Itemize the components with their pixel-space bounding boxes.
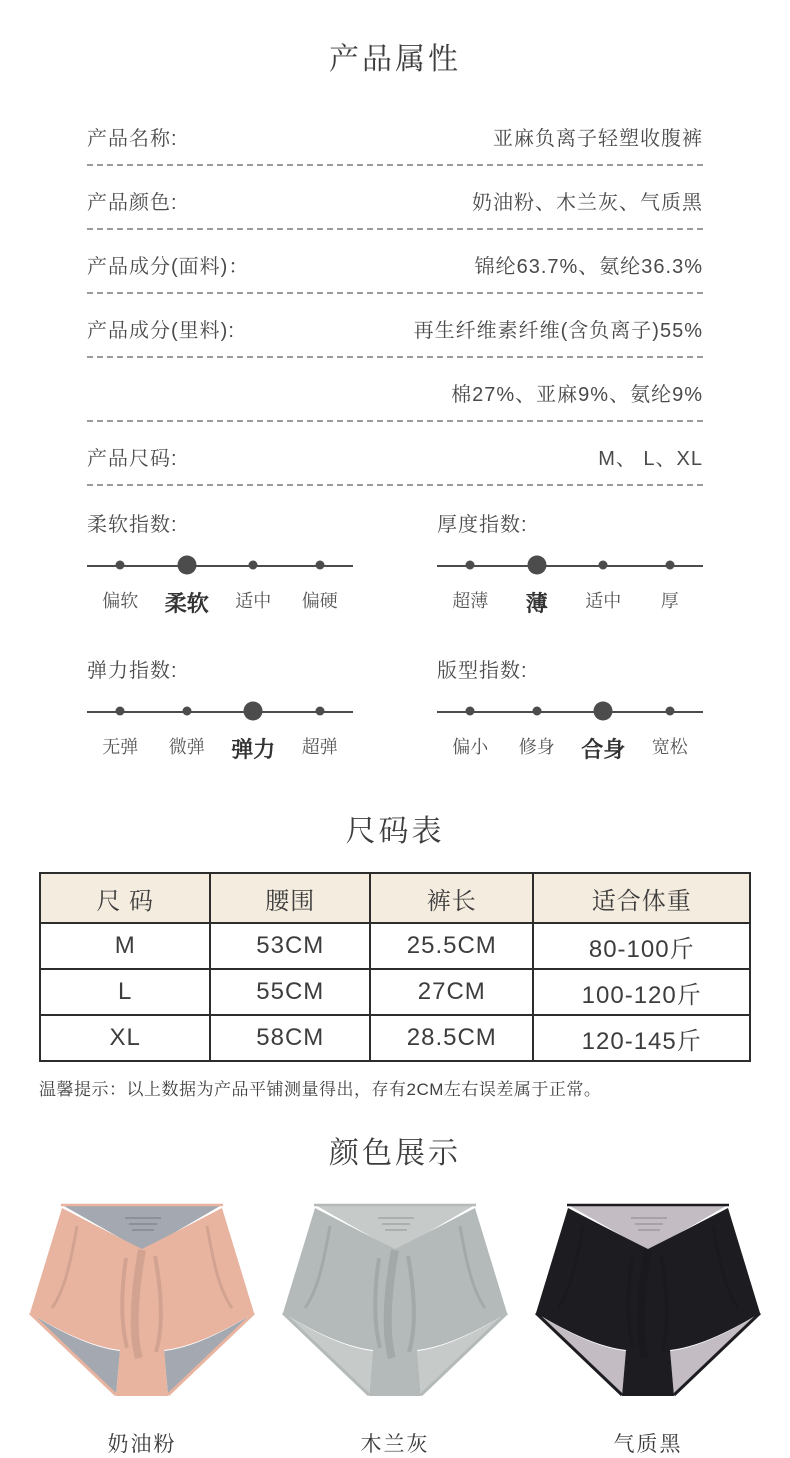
size-table-header-row — [40, 873, 750, 923]
size-table-body — [40, 923, 750, 1061]
index-scale-title: 弹力指数: — [87, 660, 178, 682]
attribute-value: 再生纤维素纤维(含负离子)55% — [413, 320, 703, 342]
scale-dot — [665, 707, 674, 716]
scale-level-label: 适中 — [585, 591, 622, 611]
attribute-row — [87, 166, 703, 230]
color-swatch-row — [0, 1186, 790, 1458]
color-name: 木兰灰 — [360, 1433, 430, 1456]
size-table-cell: M — [40, 923, 210, 969]
scale-dot-selected — [594, 702, 613, 721]
scale-line — [87, 565, 353, 567]
size-chart-title: 尺码表 — [345, 815, 445, 848]
index-scale — [87, 654, 353, 764]
scale-labels — [437, 587, 703, 618]
size-table-cell: 80-100斤 — [533, 923, 750, 969]
scale-dot — [182, 707, 191, 716]
scale-dot — [116, 707, 125, 716]
scale-dot — [466, 707, 475, 716]
scale-level-label: 弹力 — [231, 737, 276, 762]
attribute-row — [87, 294, 703, 358]
scale-level-label: 薄 — [525, 591, 548, 616]
scale-dot — [665, 561, 674, 570]
index-grid — [87, 508, 703, 764]
attribute-row — [87, 422, 703, 486]
scale-level-label: 偏硬 — [301, 591, 338, 611]
index-scale — [87, 508, 353, 618]
index-scale-title: 厚度指数: — [437, 514, 528, 536]
index-scale-title: 版型指数: — [437, 660, 528, 682]
scale-dot — [116, 561, 125, 570]
size-table-cell: 28.5CM — [370, 1015, 533, 1061]
scale-line — [87, 711, 353, 713]
color-name: 气质黑 — [613, 1433, 683, 1456]
size-table-header-cell: 适合体重 — [533, 873, 750, 923]
attribute-row — [87, 102, 703, 166]
index-scale-track — [437, 701, 703, 721]
scale-level-label: 超薄 — [452, 591, 489, 611]
attribute-value: M、 L、XL — [598, 448, 703, 470]
size-note: 温馨提示：以上数据为产品平铺测量得出，存有2CM左右误差属于正常。 — [39, 1080, 602, 1099]
underwear-photo — [22, 1186, 262, 1420]
attribute-label: 产品成分(面料)： — [87, 256, 250, 278]
index-scale-track — [87, 555, 353, 575]
index-scale — [437, 654, 703, 764]
scale-level-label: 微弹 — [168, 737, 205, 757]
scale-level-label: 偏软 — [102, 591, 139, 611]
size-table-row — [40, 1015, 750, 1061]
scale-dot-selected — [177, 556, 196, 575]
scale-labels — [87, 587, 353, 618]
size-table-row — [40, 923, 750, 969]
size-table-cell: 25.5CM — [370, 923, 533, 969]
size-table — [39, 872, 751, 1062]
attribute-label: 产品成分(里料): — [87, 320, 235, 342]
color-swatch — [528, 1186, 768, 1458]
scale-level-label: 合身 — [581, 737, 626, 762]
attribute-rows — [87, 102, 703, 486]
size-table-row — [40, 969, 750, 1015]
attribute-value: 奶油粉、木兰灰、气质黑 — [472, 192, 703, 214]
scale-level-label: 超弹 — [301, 737, 338, 757]
size-table-header-cell: 裤长 — [370, 873, 533, 923]
attribute-row — [87, 358, 703, 422]
scale-labels — [87, 733, 353, 764]
scale-dot — [532, 707, 541, 716]
size-table-cell: 100-120斤 — [533, 969, 750, 1015]
size-table-cell: 53CM — [210, 923, 370, 969]
attribute-label: 产品名称: — [87, 128, 178, 150]
color-swatch — [22, 1186, 262, 1458]
scale-labels — [437, 733, 703, 764]
attribute-row — [87, 230, 703, 294]
size-table-cell: XL — [40, 1015, 210, 1061]
scale-level-label: 宽松 — [651, 737, 688, 757]
scale-level-label: 无弹 — [102, 737, 139, 757]
attribute-value: 棉27%、亚麻9%、氨纶9% — [451, 384, 703, 406]
index-scale-track — [87, 701, 353, 721]
scale-level-label: 适中 — [235, 591, 272, 611]
scale-dot — [315, 707, 324, 716]
size-table-cell: 120-145斤 — [533, 1015, 750, 1061]
scale-level-label: 柔软 — [164, 591, 209, 616]
size-table-header-cell: 尺 码 — [40, 873, 210, 923]
scale-dot — [315, 561, 324, 570]
size-table-cell: 55CM — [210, 969, 370, 1015]
underwear-photo — [528, 1186, 768, 1420]
color-swatch — [275, 1186, 515, 1458]
attribute-value: 亚麻负离子轻塑收腹裤 — [493, 128, 703, 150]
index-scale-track — [437, 555, 703, 575]
attribute-label: 产品尺码: — [87, 448, 178, 470]
size-table-cell: L — [40, 969, 210, 1015]
scale-level-label: 偏小 — [452, 737, 489, 757]
size-table-header-cell: 腰围 — [210, 873, 370, 923]
attribute-label: 产品颜色: — [87, 192, 178, 214]
color-name: 奶油粉 — [107, 1433, 177, 1456]
scale-dot-selected — [244, 702, 263, 721]
underwear-photo — [275, 1186, 515, 1420]
size-table-cell: 58CM — [210, 1015, 370, 1061]
attribute-value: 锦纶63.7%、氨纶36.3% — [474, 256, 703, 278]
scale-dot — [249, 561, 258, 570]
index-scale-title: 柔软指数: — [87, 514, 178, 536]
scale-line — [437, 711, 703, 713]
index-scale — [437, 508, 703, 618]
size-table-head — [40, 873, 750, 923]
scale-dot — [466, 561, 475, 570]
product-attributes-title: 产品属性 — [329, 43, 461, 76]
scale-dot-selected — [527, 556, 546, 575]
scale-level-label: 修身 — [518, 737, 555, 757]
color-display-title: 颜色展示 — [329, 1137, 461, 1170]
scale-level-label: 厚 — [660, 591, 679, 611]
scale-line — [437, 565, 703, 567]
scale-dot — [599, 561, 608, 570]
size-table-cell: 27CM — [370, 969, 533, 1015]
